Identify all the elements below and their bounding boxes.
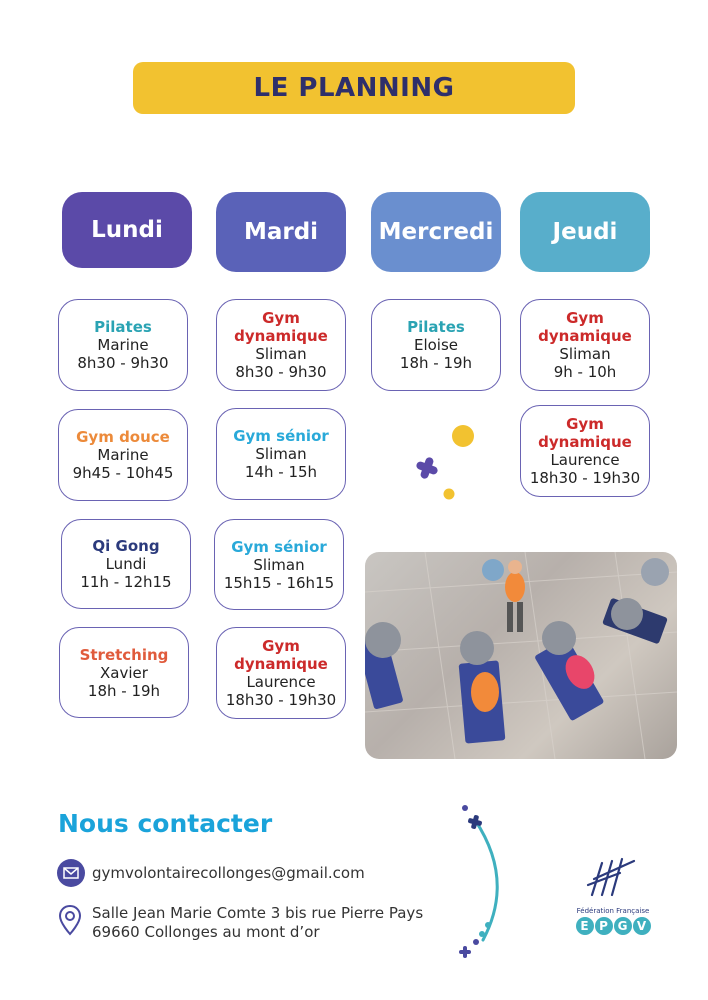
contact-title: Nous contacter bbox=[58, 809, 273, 838]
session-activity: Gym dynamique bbox=[538, 309, 632, 345]
session-activity: Gym douce bbox=[76, 428, 170, 446]
contact-address-line-1: Salle Jean Marie Comte 3 bis rue Pierre Pays bbox=[92, 904, 424, 922]
logo-letter: G bbox=[614, 917, 632, 935]
session-activity: Pilates bbox=[407, 318, 465, 336]
session-card bbox=[216, 627, 346, 719]
contact-email[interactable]: gymvolontairecollonges@gmail.com bbox=[92, 863, 365, 882]
session-time: 18h - 19h bbox=[87, 681, 161, 700]
session-instructor: Sliman bbox=[255, 345, 307, 363]
session-instructor: Xavier bbox=[100, 663, 148, 682]
session-card bbox=[216, 299, 346, 391]
session-time: 9h - 10h bbox=[553, 363, 617, 381]
session-instructor: Laurence bbox=[246, 673, 316, 691]
session-time: 11h - 12h15 bbox=[80, 573, 172, 591]
session-instructor: Sliman bbox=[559, 345, 611, 363]
day-header-jeudi: Jeudi bbox=[520, 192, 650, 272]
contact-address-row bbox=[56, 904, 423, 942]
session-time: 15h15 - 16h15 bbox=[223, 573, 335, 592]
session-activity: Pilates bbox=[94, 318, 152, 336]
location-pin-icon bbox=[58, 904, 82, 936]
session-activity: Gym dynamique bbox=[234, 637, 328, 673]
contact-email-row bbox=[56, 858, 365, 888]
session-instructor: Marine bbox=[97, 446, 149, 464]
session-activity: Gym sénior bbox=[231, 537, 327, 556]
page-title: LE PLANNING bbox=[253, 73, 455, 103]
photo-illustration bbox=[365, 552, 677, 759]
purple-cross-shape bbox=[413, 454, 441, 482]
session-card bbox=[214, 519, 344, 610]
session-card bbox=[61, 519, 191, 609]
session-card bbox=[59, 627, 189, 718]
day-header-lundi: Lundi bbox=[62, 192, 192, 268]
session-card bbox=[58, 409, 188, 501]
epgv-logo bbox=[572, 855, 654, 940]
logo-letter: P bbox=[595, 917, 613, 935]
session-instructor: Lundi bbox=[105, 555, 147, 573]
session-instructor: Marine bbox=[97, 336, 149, 354]
planning-banner bbox=[133, 62, 575, 114]
session-card bbox=[371, 299, 501, 391]
fitness-class-photo bbox=[365, 552, 677, 759]
teal-cross-shape bbox=[459, 946, 471, 958]
session-time: 18h30 - 19h30 bbox=[529, 469, 641, 487]
session-card bbox=[58, 299, 188, 391]
session-activity: Gym dynamique bbox=[538, 415, 632, 451]
session-activity: Gym sénior bbox=[233, 427, 329, 445]
session-time: 8h30 - 9h30 bbox=[77, 354, 169, 372]
session-card bbox=[216, 408, 346, 500]
session-time: 18h30 - 19h30 bbox=[225, 691, 337, 709]
logo-figure-icon bbox=[572, 855, 654, 901]
contact-address-line-2: 69660 Collonges au mont d’or bbox=[92, 923, 320, 941]
session-card bbox=[520, 405, 650, 497]
session-activity: Gym dynamique bbox=[234, 309, 328, 345]
session-instructor: Laurence bbox=[550, 451, 620, 469]
session-activity: Stretching bbox=[79, 645, 169, 664]
logo-letters bbox=[572, 917, 654, 935]
decorative-arc bbox=[455, 800, 515, 965]
day-header-mardi: Mardi bbox=[216, 192, 346, 272]
session-time: 8h30 - 9h30 bbox=[235, 363, 327, 381]
session-instructor: Eloise bbox=[413, 336, 459, 354]
session-activity: Qi Gong bbox=[92, 537, 160, 555]
logo-federation-text: Fédération Française bbox=[576, 907, 650, 915]
session-instructor: Sliman bbox=[255, 445, 307, 463]
yellow-dot-large bbox=[452, 425, 474, 447]
session-time: 9h45 - 10h45 bbox=[72, 464, 174, 482]
session-time: 14h - 15h bbox=[244, 463, 318, 481]
yellow-dot-small bbox=[444, 489, 455, 500]
session-card bbox=[520, 299, 650, 391]
email-icon bbox=[56, 858, 86, 888]
day-header-mercredi: Mercredi bbox=[371, 192, 501, 272]
session-instructor: Sliman bbox=[253, 555, 305, 574]
session-time: 18h - 19h bbox=[399, 354, 473, 372]
logo-letter: E bbox=[576, 917, 594, 935]
logo-letter: V bbox=[633, 917, 651, 935]
decorative-shapes bbox=[410, 420, 480, 510]
